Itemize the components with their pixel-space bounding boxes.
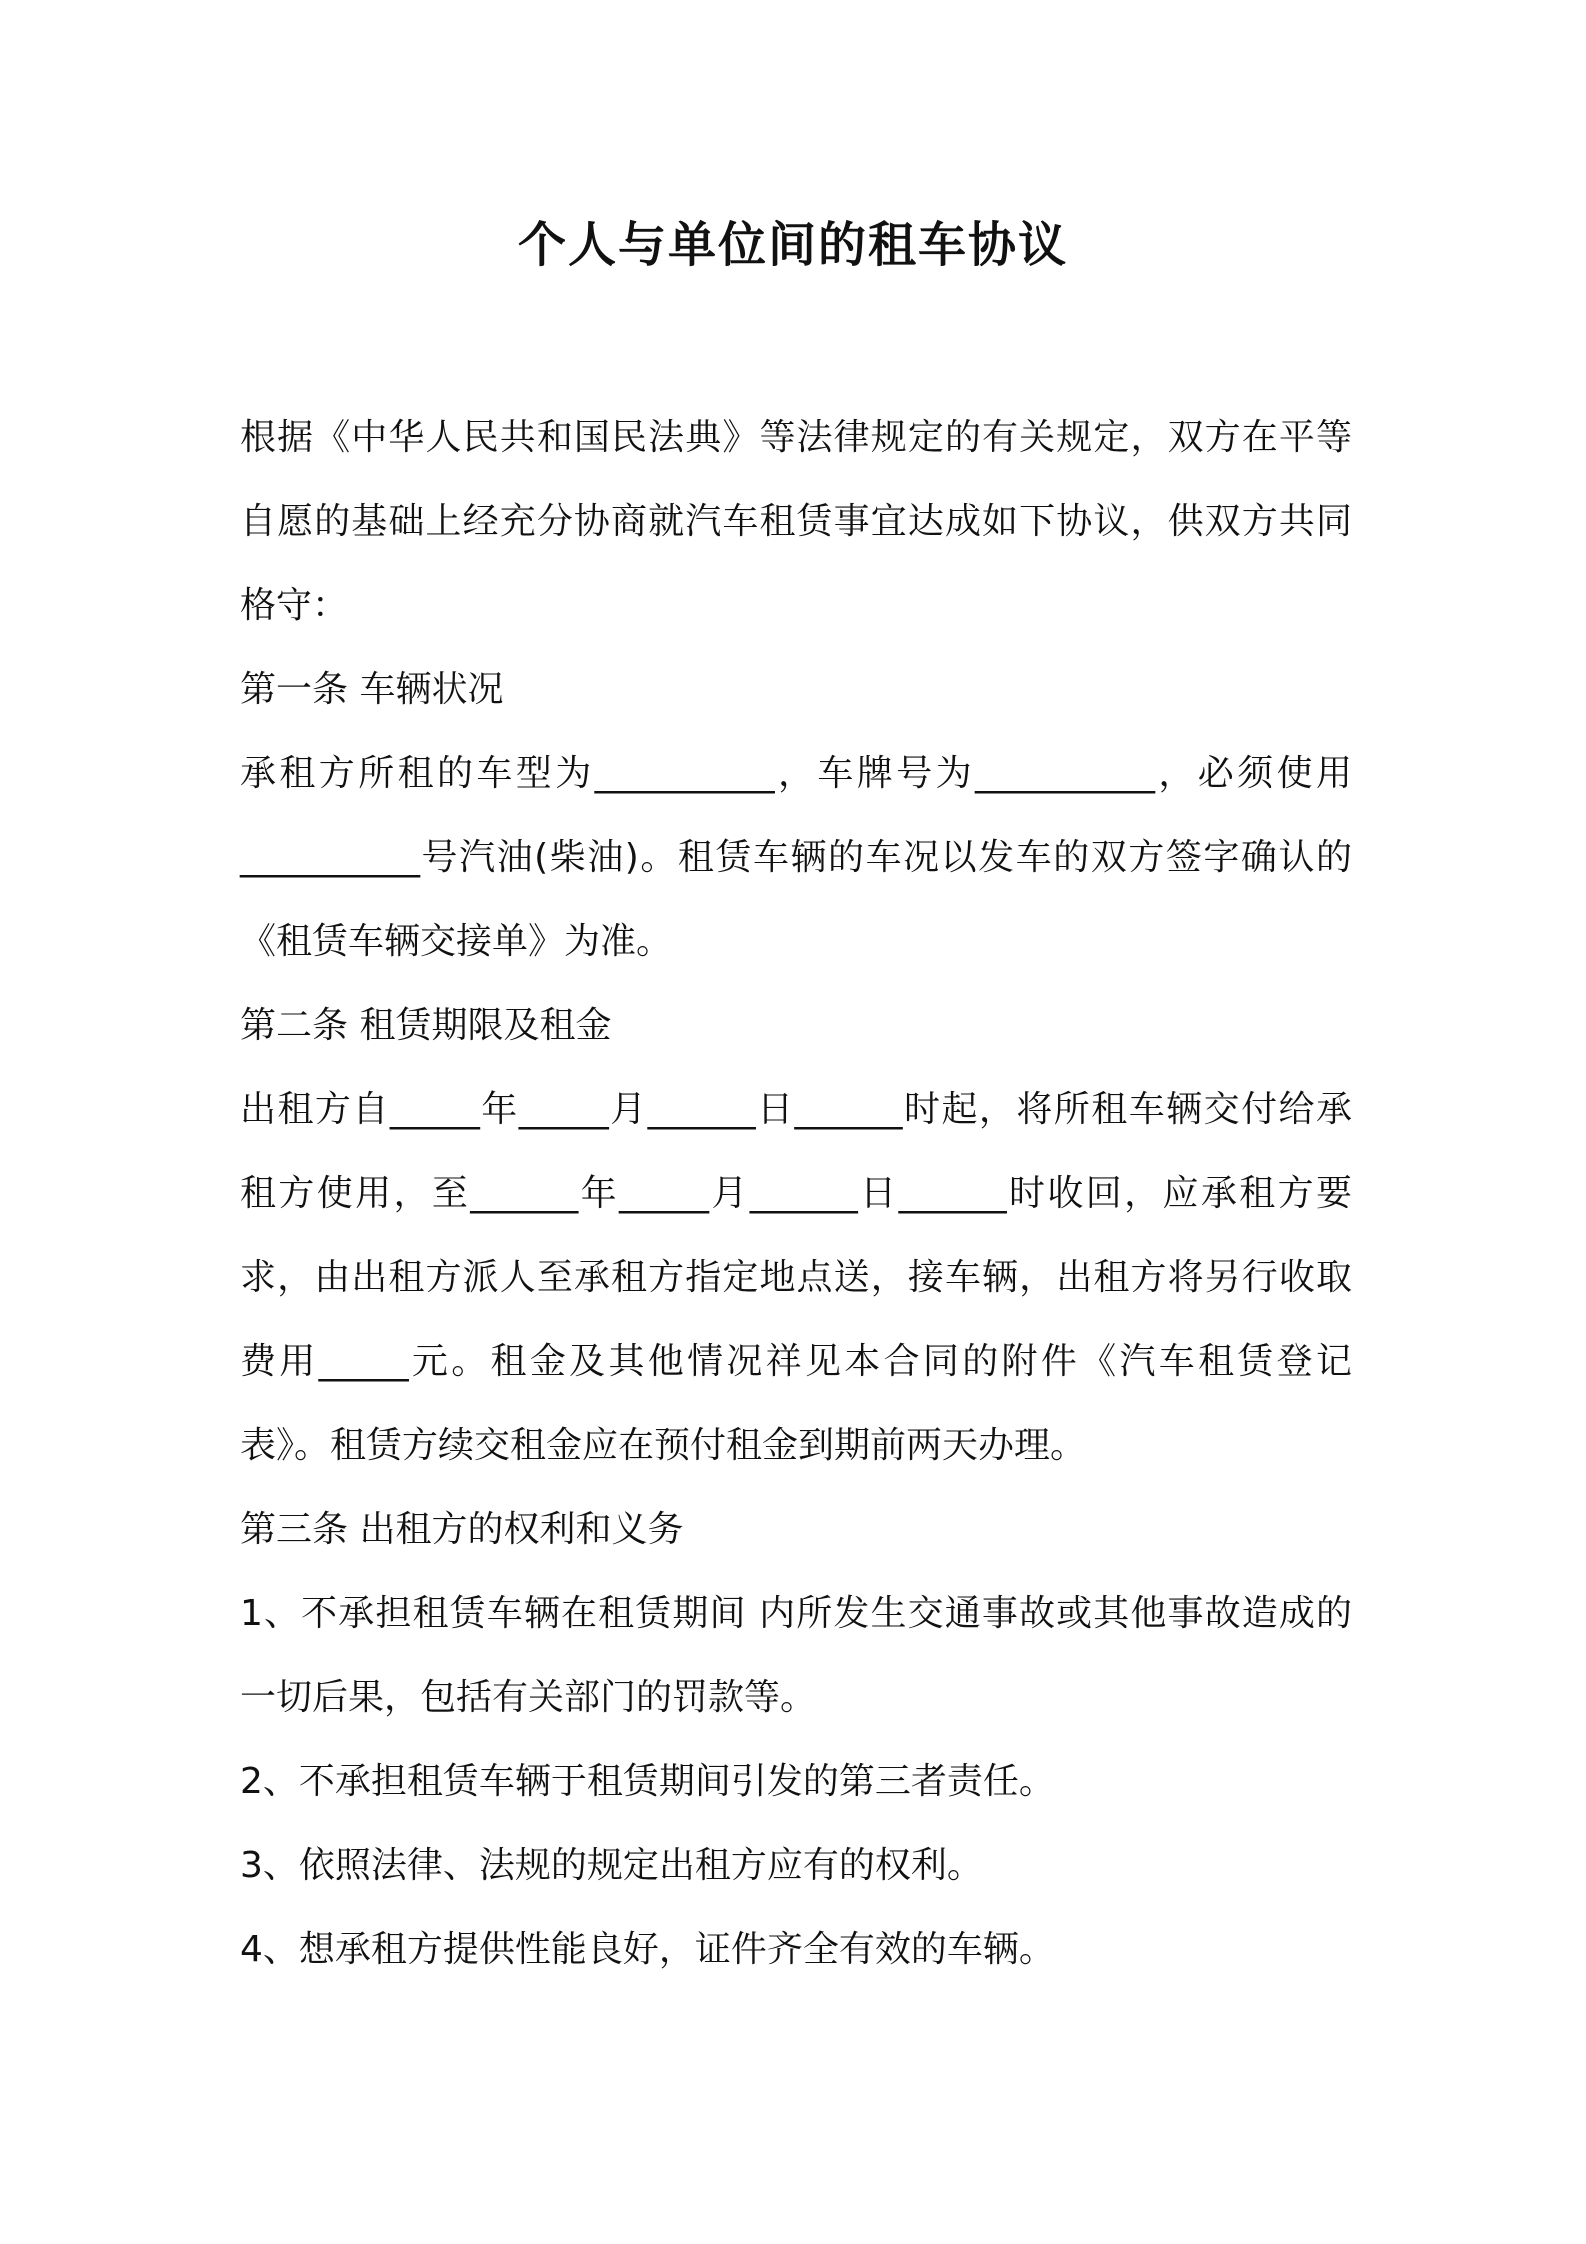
section-heading: 第三条 出租方的权利和义务 bbox=[240, 1509, 684, 1550]
list-item: 3、依照法律、法规的规定出租方应有的权利。 bbox=[240, 1845, 983, 1886]
document-title: 个人与单位间的租车协议 bbox=[517, 217, 1068, 273]
section-heading: 第一条 车辆状况 bbox=[240, 669, 504, 710]
document-body bbox=[240, 396, 1352, 1992]
list-item: 4、想承租方提供性能良好，证件齐全有效的车辆。 bbox=[240, 1929, 1055, 1970]
section-2 bbox=[240, 984, 1352, 1488]
preamble-paragraph: 根据《中华人民共和国民法典》等法律规定的有关规定，双方在平等自愿的基础上经充分协商就汽车租赁事宜达成如下协议，供双方共同格守： bbox=[240, 417, 1352, 626]
section-paragraph: 出租方自_____年_____月______日______时起，将所租车辆交付给承租方使用，至______年_____月______日______时收回，应承租方要求，由出租方派人至承租方指定地点送，接车辆，出租方将另行收取费用_____元。租金及其他情况祥见本合同的附件《汽车租赁登记表》。租赁方续交租金应在预付租金到期前两天办理。 bbox=[240, 1089, 1352, 1466]
section-paragraph: 承租方所租的车型为__________，车牌号为__________，必须使用__________号汽油(柴油)。租赁车辆的车况以发车的双方签字确认的《租赁车辆交接单》为准。 bbox=[240, 753, 1352, 962]
list-item: 1、不承担租赁车辆在租赁期间 内所发生交通事故或其他事故造成的一切后果，包括有关部门的罚款等。 bbox=[240, 1593, 1352, 1718]
section-3 bbox=[240, 1488, 1352, 1992]
section-heading: 第二条 租赁期限及租金 bbox=[240, 1005, 612, 1046]
list-item: 2、不承担租赁车辆于租赁期间引发的第三者责任。 bbox=[240, 1761, 1055, 1802]
section-1 bbox=[240, 648, 1352, 984]
